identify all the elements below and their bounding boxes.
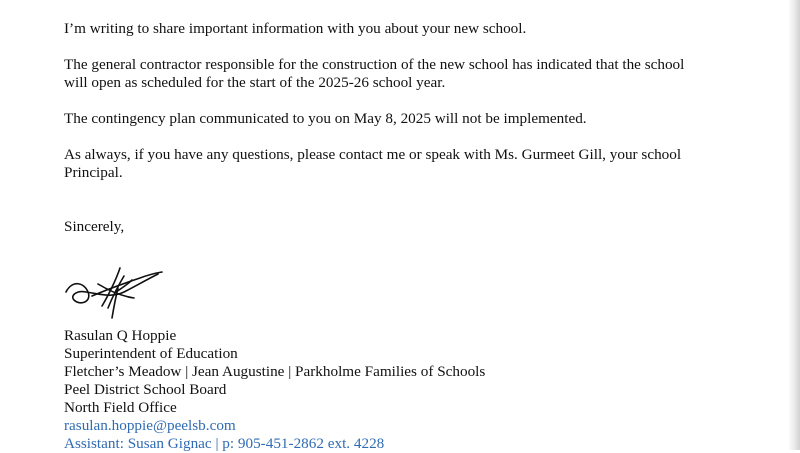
page-edge-shadow [788,0,800,450]
handwritten-signature [62,262,172,326]
paragraph-contractor [64,56,724,92]
paragraph-contractor-line-2: will open as scheduled for the start of the 2025-26 school year. [64,74,446,91]
assistant-contact-link[interactable]: Assistant: Susan Gignac | p: 905-451-2862 ext. 4228 [64,435,385,452]
paragraph-questions [64,146,724,182]
paragraph-questions-line-2: Principal. [64,164,123,181]
paragraph-contractor-line-1: The general contractor responsible for the construction of the new school has indicated that the school [64,56,685,73]
signer-organization: Peel District School Board [64,381,227,398]
signer-families: Fletcher’s Meadow | Jean Augustine | Parkholme Families of Schools [64,363,486,380]
signer-office: North Field Office [64,399,177,416]
paragraph-contingency: The contingency plan communicated to you on May 8, 2025 will not be implemented. [64,110,587,127]
signer-title: Superintendent of Education [64,345,238,362]
paragraph-questions-line-1: As always, if you have any questions, please contact me or speak with Ms. Gurmeet Gill, your school [64,146,682,163]
signer-email-link[interactable]: rasulan.hoppie@peelsb.com [64,417,236,434]
signer-name: Rasulan Q Hoppie [64,327,177,344]
closing-salutation: Sincerely, [64,218,125,235]
paragraph-intro: I’m writing to share important information with you about your new school. [64,20,527,37]
signature-block [64,327,485,453]
